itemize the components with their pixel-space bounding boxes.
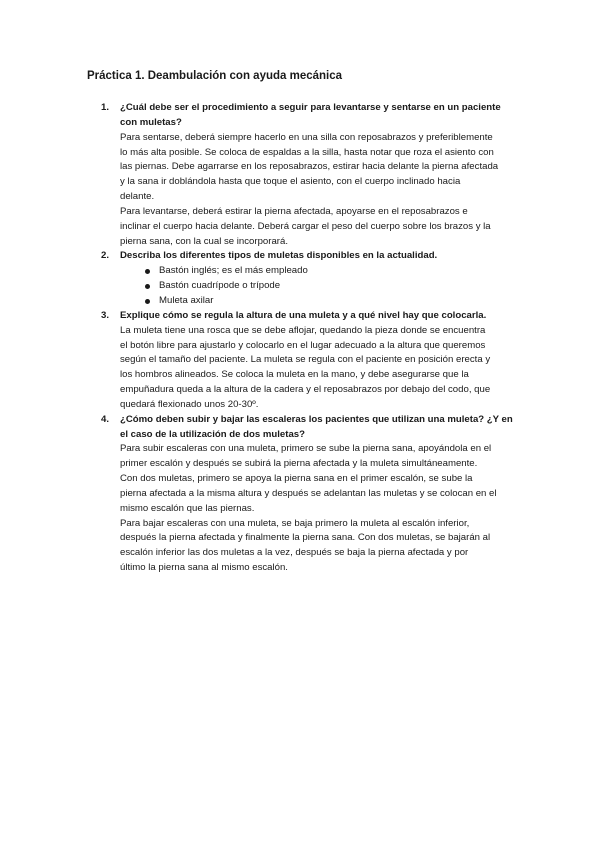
question-item <box>101 309 521 413</box>
answer-line: Con dos muletas, primero se apoya la pierna sana en el primer escalón, se sube la <box>120 473 473 485</box>
answer-line: el botón libre para ajustarlo y colocarlo en el lugar adecuado a la altura que queremos <box>120 339 486 351</box>
answer-line: quedará flexionado unos 20-30º. <box>120 398 259 410</box>
question-number: 2. <box>101 250 110 262</box>
question-text: ¿Cuál debe ser el procedimiento a seguir para levantarse y sentarse en un paciente <box>120 102 501 113</box>
bullet-item <box>120 264 521 279</box>
answer-line: Para sentarse, deberá siempre hacerlo en una silla con reposabrazos y preferiblemente <box>120 131 493 143</box>
answer-line: inclinar el cuerpo hacia delante. Deberá cargar el peso del cuerpo sobre los brazos y la <box>120 220 491 232</box>
answer-line: según el tamaño del paciente. La muleta se regula con el paciente en posición erecta y <box>120 354 491 366</box>
question-text: Describa los diferentes tipos de muletas disponibles en la actualidad. <box>120 250 438 262</box>
question-text: con muletas? <box>120 116 182 128</box>
answer-line: después la pierna afectada y finalmente la pierna sana. Con dos muletas, se bajarán al <box>120 532 491 544</box>
question-number: 3. <box>101 309 110 321</box>
answer-line: primer escalón y después se subirá la pierna afectada y la muleta simultáneamente. <box>120 458 478 470</box>
answer-line: escalón inferior las dos muletas a la vez, después se baja la pierna afectada y por <box>120 547 469 559</box>
question-number: 4. <box>101 413 110 425</box>
answer-line: los hombros alineados. Se coloca la muleta en la mano, y debe asegurarse que la <box>120 369 469 381</box>
answer-line: último la pierna sana al mismo escalón. <box>120 562 288 574</box>
bullet-text: Muleta axilar <box>159 294 214 306</box>
answer-line: Para subir escaleras con una muleta, primero se sube la pierna sana, apoyándola en el <box>120 443 492 455</box>
bullet-item <box>120 279 521 294</box>
bullet-item <box>120 294 521 309</box>
question-text: el caso de la utilización de dos muletas? <box>120 428 305 440</box>
answer-line: las piernas. Debe agarrarse en los reposabrazos, estirar hacia delante la pierna afectada <box>120 161 499 173</box>
answer-line: empuñadura queda a la altura de la cadera y el reposabrazos por debajo del codo, que <box>120 384 491 396</box>
answer-line: Para levantarse, deberá estirar la pierna afectada, apoyarse en el reposabrazos e <box>120 205 468 217</box>
answer-line: pierna afectada a la misma altura y después se adelantan las muletas y se colocan en el <box>120 487 497 499</box>
question-item <box>101 413 521 576</box>
question-list <box>101 101 521 576</box>
answer-line: mismo escalón que las piernas. <box>120 502 255 514</box>
question-number: 1. <box>101 102 110 113</box>
question-text: Explique cómo se regula la altura de una muleta y a qué nivel hay que colocarla. <box>120 309 487 321</box>
bullet-text: Bastón cuadrípode o trípode <box>159 280 281 292</box>
answer-line: Para bajar escaleras con una muleta, se baja primero la muleta al escalón inferior, <box>120 517 470 529</box>
answer-line: La muleta tiene una rosca que se debe aflojar, quedando la pieza donde se encuentra <box>120 324 486 336</box>
question-text: ¿Cómo deben subir y bajar las escaleras los pacientes que utilizan una muleta? ¿Y en <box>120 413 513 425</box>
question-item <box>101 249 521 308</box>
document-title: Práctica 1. Deambulación con ayuda mecánica <box>87 70 343 82</box>
answer-line: pierna sana, con la cual se incorporará. <box>120 235 288 247</box>
question-item <box>101 101 521 249</box>
answer-line: y la sana ir doblándola hasta que toque el asiento, con el cuerpo inclinado hacia <box>120 176 461 188</box>
answer-line: lo más alta posible. Se coloca de espaldas a la silla, hasta notar que roza el asiento con <box>120 146 494 158</box>
bullet-text: Bastón inglés; es el más empleado <box>159 265 308 277</box>
answer-line: delante. <box>120 191 155 203</box>
